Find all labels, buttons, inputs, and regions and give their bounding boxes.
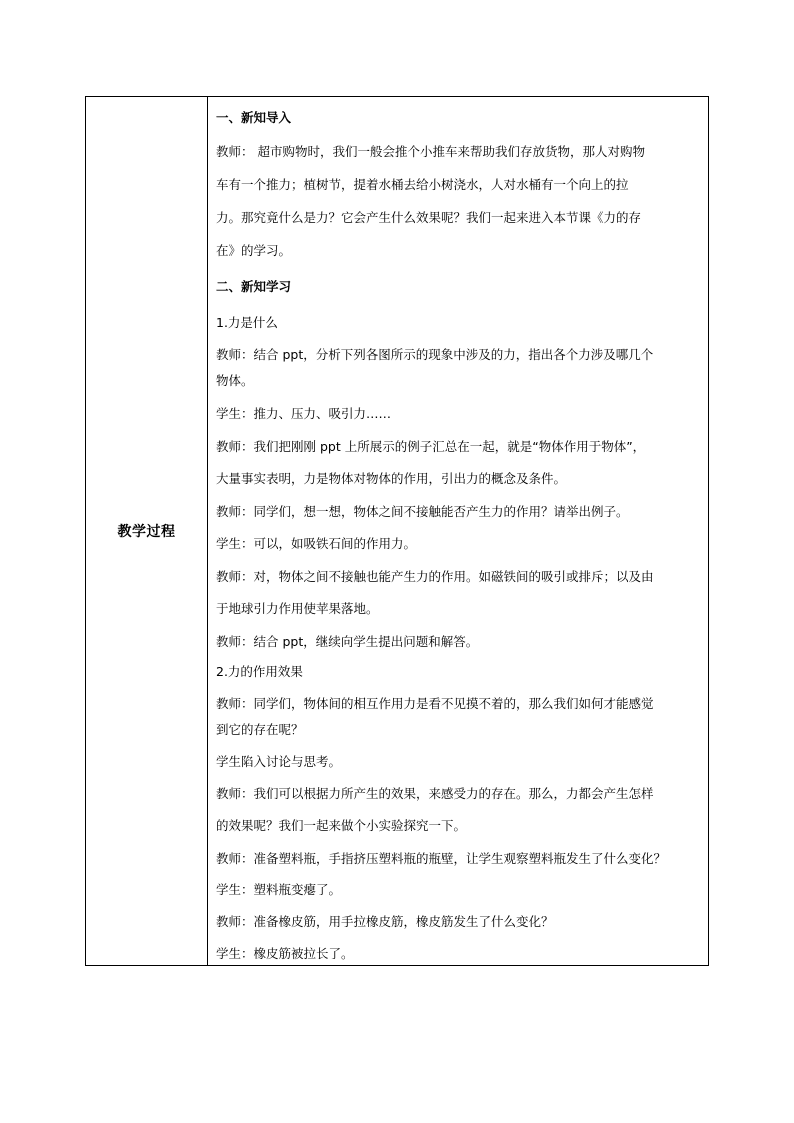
text-line: 在》的学习。 — [216, 243, 292, 258]
text-line: 学生：塑料瓶变瘪了。 — [216, 882, 342, 897]
text-line: 教师：我们可以根据力所产生的效果，来感受力的存在。那么，力都会产生怎样 — [216, 786, 654, 801]
text-line: 教师：同学们，想一想，物体之间不接触能否产生力的作用？请举出例子。 — [216, 504, 629, 519]
text-line: 教师：结合 ppt，继续向学生提出问题和解答。 — [216, 634, 479, 649]
text-line: 的效果呢？我们一起来做个小实验探究一下。 — [216, 818, 467, 833]
paragraph-intro — [216, 139, 701, 264]
text-line: 学生：可以，如吸铁石间的作用力。 — [216, 536, 417, 551]
text-line: 教师：同学们，物体间的相互作用力是看不见摸不着的，那么我们如何才能感觉 — [216, 696, 654, 711]
text-line: 教师：准备塑料瓶，手指挤压塑料瓶的瓶壁，让学生观察塑料瓶发生了什么变化？ — [216, 851, 667, 866]
lesson-plan-table — [85, 96, 709, 966]
text-line: 车有一个推力；植树节，提着水桶去给小树浇水，人对水桶有一个向上的拉 — [216, 177, 629, 192]
row-label-cell — [86, 97, 207, 965]
text-line: 教师：结合 ppt，分析下列各图所示的现象中涉及的力，指出各个力涉及哪几个 — [216, 347, 654, 362]
text-line: 大量事实表明，力是物体对物体的作用，引出力的概念及条件。 — [216, 471, 567, 486]
text-line: 教师：我们把刚刚 ppt 上所展示的例子汇总在一起，就是“物体作用于物体”， — [216, 439, 646, 454]
text-line: 教师： 超市购物时，我们一般会推个小推车来帮助我们存放货物，那人对购物 — [216, 144, 645, 159]
section-title-intro: 一、新知导入 — [216, 110, 292, 125]
text-line: 学生陷入讨论与思考。 — [216, 754, 342, 769]
text-line: 教师：准备橡皮筋，用手拉橡皮筋，橡皮筋发生了什么变化？ — [216, 914, 554, 929]
subsection-title: 2.力的作用效果 — [216, 664, 303, 679]
text-line: 学生：橡皮筋被拉长了。 — [216, 946, 354, 961]
text-line: 于地球引力作用使苹果落地。 — [216, 601, 379, 616]
text-line: 到它的存在呢？ — [216, 722, 304, 737]
text-line: 力。那究竟什么是力？它会产生什么效果呢？我们一起来进入本节课《力的存 — [216, 210, 642, 225]
column-divider — [207, 97, 208, 965]
row-label: 教学过程 — [117, 524, 176, 540]
text-line: 物体。 — [216, 373, 254, 388]
text-line: 教师：对，物体之间不接触也能产生力的作用。如磁铁间的吸引或排斥；以及由 — [216, 569, 654, 584]
section-title-learning: 二、新知学习 — [216, 279, 292, 294]
subsection-title: 1.力是什么 — [216, 315, 278, 330]
content-cell — [216, 97, 701, 965]
text-line: 学生：推力、压力、吸引力…… — [216, 406, 392, 421]
